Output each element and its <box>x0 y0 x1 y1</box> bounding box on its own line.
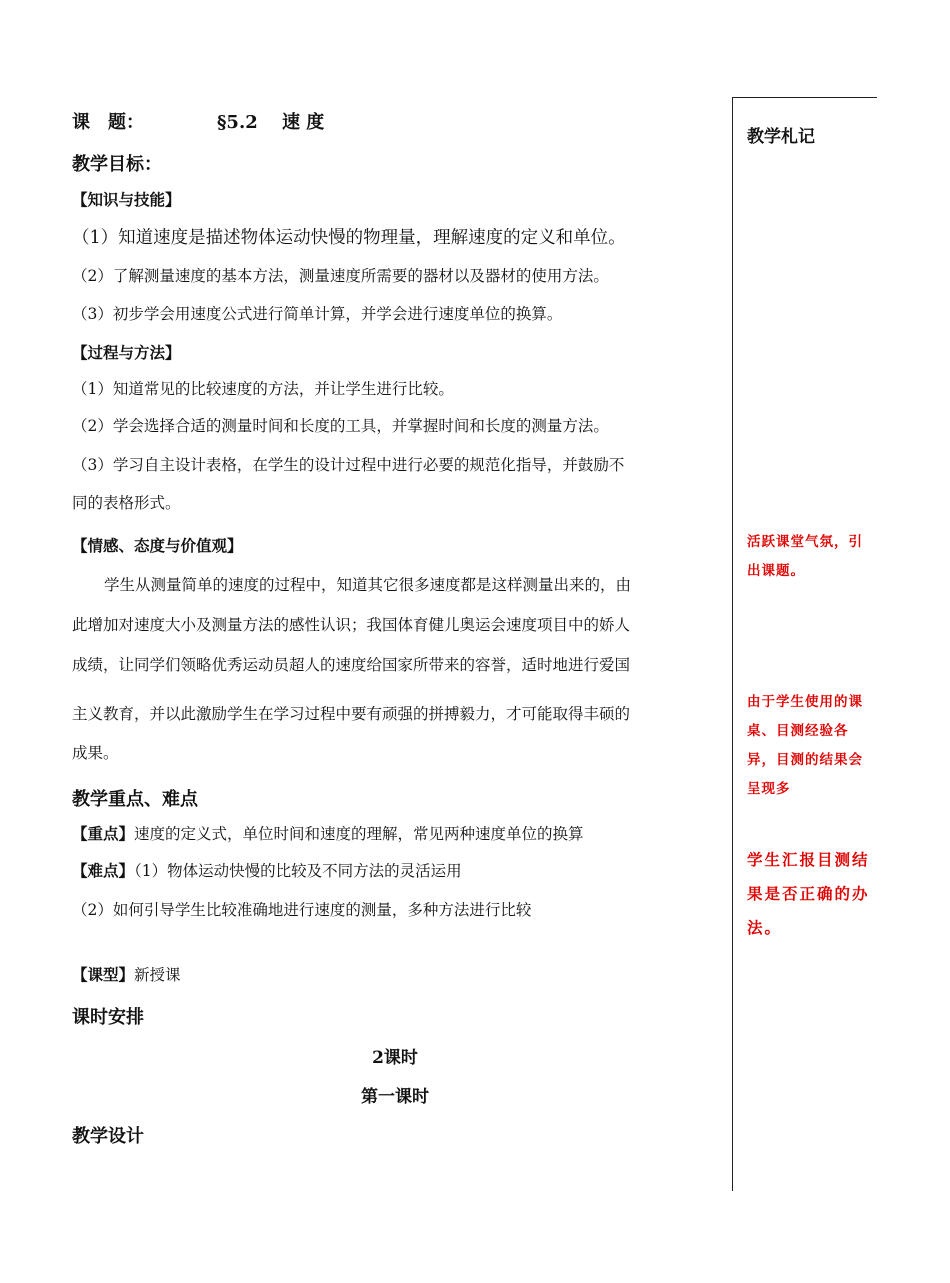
process-item-3: （3）学习自主设计表格，在学生的设计过程中进行必要的规范化指导，并鼓励不 <box>72 456 625 474</box>
process-item-2: （2）学会选择合适的测量时间和长度的工具，并掌握时间和长度的测量方法。 <box>72 417 609 435</box>
teaching-note-1: 活跃课堂气氛，引出课题。 <box>747 534 863 579</box>
knowledge-item-1: （1）知道速度是描述物体运动快慢的物理量，理解速度的定义和单位。 <box>72 228 626 248</box>
emotion-heading: 【情感、态度与价值观】 <box>72 536 243 555</box>
teaching-notes-column <box>732 97 877 1191</box>
topic-label: 课 题： <box>72 112 144 133</box>
lesson-type-label: 【课型】 <box>72 965 135 984</box>
focus-row <box>72 824 584 844</box>
difficulty-label: 【难点】 <box>72 861 135 880</box>
emotion-line-5: 成果。 <box>72 744 119 762</box>
lesson-type-row <box>72 965 181 985</box>
design-heading: 教学设计 <box>72 1126 144 1147</box>
emotion-line-1: 学生从测量简单的速度的过程中，知道其它很多速度都是这样测量出来的，由 <box>104 576 632 594</box>
focus-label: 【重点】 <box>72 824 135 843</box>
teaching-note-2: 由于学生使用的课桌、目测经验各异，目测的结果会呈现多 <box>747 694 863 797</box>
schedule-total: 2课时 <box>372 1048 418 1068</box>
difficulty-row <box>72 861 462 881</box>
process-heading: 【过程与方法】 <box>72 343 181 362</box>
difficulty-row-2: （2）如何引导学生比较准确地进行速度的测量，多种方法进行比较 <box>72 901 532 919</box>
emotion-line-3: 成绩，让同学们领略优秀运动员超人的速度给国家所带来的容誉，适时地进行爱国 <box>72 656 631 674</box>
lesson-type-value: 新授课 <box>134 966 181 984</box>
emotion-line-2: 此增加对速度大小及测量方法的感性认识；我国体育健儿奥运会速度项目中的娇人 <box>72 616 631 634</box>
teaching-notes-title: 教学札记 <box>747 127 815 147</box>
knowledge-item-3: （3）初步学会用速度公式进行简单计算，并学会进行速度单位的换算。 <box>72 305 563 323</box>
schedule-first: 第一课时 <box>361 1087 429 1107</box>
objectives-heading: 教学目标： <box>72 154 162 175</box>
teaching-note-3: 学生汇报目测结果是否正确的办法。 <box>747 850 870 937</box>
difficulty-text: （1）物体运动快慢的比较及不同方法的灵活运用 <box>134 862 462 880</box>
process-item-3-cont: 同的表格形式。 <box>72 494 181 512</box>
focus-text: 速度的定义式，单位时间和速度的理解，常见两种速度单位的换算 <box>134 825 584 843</box>
process-item-1: （1）知道常见的比较速度的方法，并让学生进行比较。 <box>72 380 454 398</box>
knowledge-item-2: （2）了解测量速度的基本方法，测量速度所需要的器材以及器材的使用方法。 <box>72 267 609 285</box>
emotion-line-4: 主义教育，并以此激励学生在学习过程中要有顽强的拼搏毅力，才可能取得丰硕的 <box>72 705 631 723</box>
schedule-heading: 课时安排 <box>72 1007 144 1028</box>
keypoints-heading: 教学重点、难点 <box>72 789 198 810</box>
topic-value: §5.2 速 度 <box>217 112 325 133</box>
knowledge-heading: 【知识与技能】 <box>72 190 181 209</box>
